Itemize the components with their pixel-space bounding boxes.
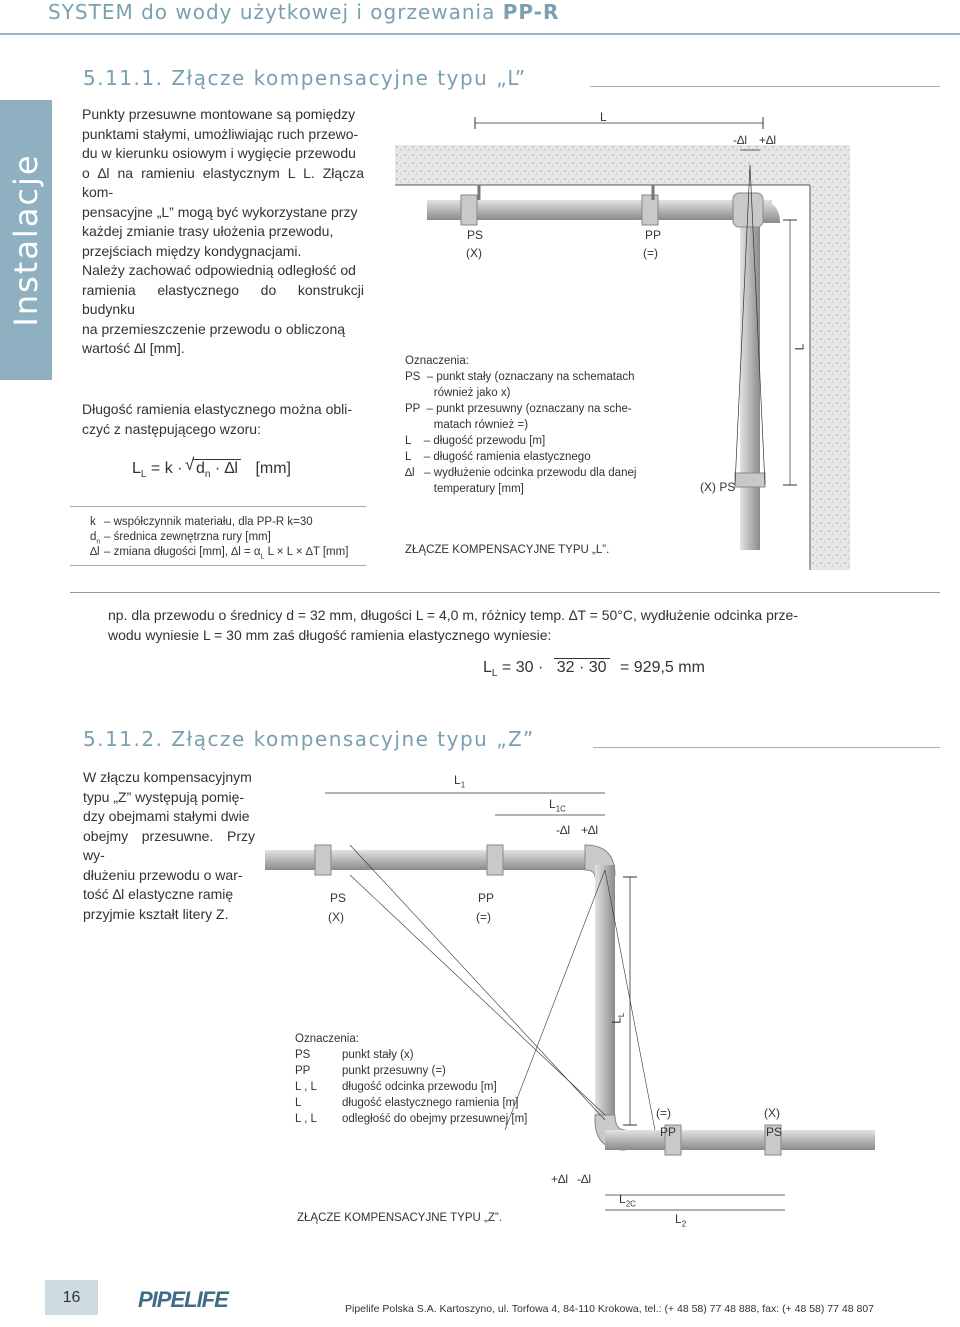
label-l: L <box>600 110 607 124</box>
paragraph-line: tość ∆l elastyczne ramię <box>83 886 234 902</box>
legend-title: Oznaczenia: <box>405 355 469 367</box>
fitting-pp <box>642 195 658 225</box>
def-symbol: ∆l <box>90 546 100 558</box>
paragraph-line: Należy zachować odpowiednią odległość od <box>82 262 356 278</box>
label-l1: $L_1$ <box>454 773 466 790</box>
formula-unit: [mm] <box>255 460 291 477</box>
legend-line: również jako x) <box>405 387 511 399</box>
label-l2: $L_2$ <box>675 1212 687 1229</box>
paragraph-line: ramienia elastycznego do konstrukcji budynku <box>82 281 364 317</box>
pipe-vertical <box>740 200 760 550</box>
footer-address: Pipelife Polska S.A. Kartoszyno, ul. Torfowa 4, 84-110 Krokowa, tel.: (+ 48 58) 77 48 888, fax: (+ 48 58) 77 48 807 <box>345 1303 875 1315</box>
legend-line: temperatury [mm] <box>405 483 524 495</box>
example-line: np. dla przewodu o średnicy d = 32 mm, długości L = 4,0 m, różnicy temp. ∆T = 50°C, wydłużenie odcinka prze- <box>108 607 798 623</box>
formula-lhs-sub: L <box>140 469 147 481</box>
formula-ll <box>132 455 291 481</box>
def-text: – współczynnik materiału, dla PP-R k=30 <box>104 516 313 528</box>
paragraph-line: na przemieszczenie przewodu o obliczoną <box>82 320 346 337</box>
legend-line: PS – punkt stały (oznaczany na schematach <box>405 371 635 383</box>
section-1-paragraph <box>82 105 364 359</box>
paragraph-line: punktami stałymi, umożliwiając ruch przewo- <box>82 125 359 142</box>
label-x-ps: (X) PS <box>700 480 736 494</box>
label-ll: L <box>792 343 807 351</box>
label-z-pp-eq: (=) <box>476 910 491 924</box>
formula-root-sub: n <box>204 469 211 481</box>
label-z-pp: PP <box>478 891 495 905</box>
def-text: – zmiana długości [mm], ∆l = α <box>104 546 261 558</box>
fitting-bottom <box>735 473 765 487</box>
label-pp-eq: (=) <box>643 246 658 260</box>
paragraph-line: du w kierunku osiowym i wygięcie przewodu <box>82 145 356 161</box>
fitting-top-pp <box>487 845 503 875</box>
paragraph-line: pensacyjne „L” mogą być wykorzystane przy <box>82 203 358 220</box>
def-text: – średnica zewnętrzna rury [mm] <box>104 531 271 543</box>
def-tail: L × L × ∆T [mm] <box>267 546 349 558</box>
paragraph-line: typu „Z” występują pomię- <box>83 788 245 805</box>
label-z-pp2: PP <box>660 1125 677 1139</box>
label-z-ps2: PS <box>766 1125 783 1139</box>
section-1-rule <box>590 86 940 87</box>
label-pp: PP <box>645 228 662 242</box>
paragraph-line: o ∆l na ramieniu elastycznym L L. Złącza kom- <box>82 164 364 200</box>
header-title-text: SYSTEM do wody użytkowej i ogrzewania <box>48 0 503 24</box>
wall <box>810 145 850 570</box>
paragraph-line: wartość ∆l [mm]. <box>82 340 185 356</box>
legend-line: matach również =) <box>405 419 529 431</box>
pipelife-logo: PIPELIFE <box>138 1287 228 1312</box>
def-symbol: k <box>90 516 96 528</box>
legend-line: ∆l – wydłużenie odcinka przewodu dla danej <box>405 467 637 479</box>
ceiling <box>395 145 850 185</box>
paragraph-line: każdej zmianie trasy ułożenia przewodu, <box>82 223 334 239</box>
example-formula-sub: L <box>491 668 498 680</box>
legend-row: PP punkt przesuwny (=) <box>295 1065 446 1077</box>
example-formula-result: = 929,5 mm <box>620 659 705 676</box>
paragraph-line: przejściach między kondygnacjami. <box>82 242 302 259</box>
example-line: wodu wyniesie L = 30 mm zaś długość ramienia elastycznego wyniesie: <box>108 626 552 643</box>
formula-root: √ $d_n \cdot \Delta l$ <box>193 459 241 480</box>
example-formula-root: 32 · 30 <box>554 658 610 677</box>
label-ps-x: (X) <box>466 246 482 260</box>
page-header-title <box>48 0 559 24</box>
header-title-bold: PP-R <box>502 0 560 24</box>
caption-z: ZŁĄCZE KOMPENSACYJNE TYPU „Z”. <box>297 1212 502 1224</box>
label-l1c: $L_{1C}$ <box>549 797 566 814</box>
legend-line: PP – punkt przesuwny (oznaczany na sche- <box>405 403 632 415</box>
label-z-plus-dl2: +∆l <box>551 1172 569 1186</box>
label-l2c: $L_{2C}$ <box>619 1192 636 1209</box>
legend-line: L – długość ramienia elastycznego <box>405 451 591 463</box>
legend-z <box>295 1031 545 1127</box>
caption-l: ZŁĄCZE KOMPENSACYJNE TYPU „L”. <box>405 544 610 556</box>
paragraph-line: przyjmie kształt litery Z. <box>83 905 229 922</box>
paragraph-line: W złączu kompensacyjnym <box>83 769 252 785</box>
formula-intro-line: czyć z następującego wzoru: <box>82 420 261 437</box>
side-tab-label: Instalacje <box>7 153 45 327</box>
page-number: 16 <box>45 1280 98 1315</box>
example-text <box>108 606 928 645</box>
paragraph-line: Punkty przesuwne montowane są pomiędzy <box>82 106 356 122</box>
legend-title: Oznaczenia: <box>295 1033 359 1045</box>
legend-line: L – długość przewodu [m] <box>405 435 546 447</box>
fitting-top-ps <box>315 845 331 875</box>
label-z-minus-dl2: -∆l <box>577 1172 592 1186</box>
label-minus-dl: -∆l <box>733 133 748 147</box>
section-2-rule <box>593 747 940 748</box>
def-symbol-sub: n <box>96 538 101 546</box>
example-formula <box>483 658 705 679</box>
fitting-ps <box>461 195 477 225</box>
section-2-paragraph <box>83 768 255 924</box>
side-tab-label-wrap <box>0 100 52 380</box>
label-plus-dl: +∆l <box>759 133 777 147</box>
label-z-x2: (X) <box>764 1106 780 1120</box>
legend-row: L długość elastycznego ramienia [m] <box>295 1097 519 1109</box>
formula-root-d: d <box>195 460 205 477</box>
formula-eq: = k · <box>150 460 183 477</box>
header-divider <box>0 33 960 35</box>
legend-row: L , L długość odcinka przewodu [m] <box>295 1081 497 1093</box>
section-1-title: 5.11.1. Złącze kompensacyjne typu „L” <box>83 66 527 90</box>
pipe-vertical-z <box>595 865 615 1125</box>
pipe-horizontal <box>427 200 772 220</box>
paragraph-line: dłużeniu przewodu o war- <box>83 866 243 883</box>
example-rule <box>70 592 940 593</box>
paragraph-line: dzy obejmami stałymi dwie <box>83 808 250 824</box>
label-z-plus-dl: +∆l <box>581 823 599 837</box>
definition-dl: ∆l – zmiana długości [mm], $\Delta l = \alpha_L$ L × L × ∆T [mm] <box>90 546 349 561</box>
definition-k <box>90 514 313 530</box>
legend-row: PS punkt stały (x) <box>295 1049 414 1061</box>
legend-row: L , L odległość do obejmy przesuwnej [m] <box>295 1113 528 1125</box>
formula-intro <box>82 400 364 439</box>
label-z-minus-dl: -∆l <box>556 823 571 837</box>
pipe-bottom <box>605 1130 875 1150</box>
diagram-z-type <box>265 785 875 1225</box>
formula-intro-line: Długość ramienia elastycznego można obli- <box>82 401 353 417</box>
diagram-l-type <box>395 105 850 570</box>
label-z-ps-x: (X) <box>328 910 344 924</box>
label-ps: PS <box>467 228 484 242</box>
paragraph-line: obejmy przesuwne. Przy wy- <box>83 827 255 863</box>
label-z-ps: PS <box>330 891 347 905</box>
legend-l <box>405 353 675 497</box>
section-2-title: 5.11.2. Złącze kompensacyjne typu „Z” <box>83 727 535 751</box>
example-formula-lhs: L <box>483 659 492 676</box>
label-z-eq: (=) <box>656 1106 671 1120</box>
def-symbol: d <box>90 531 97 543</box>
label-z-ll: $L_L$ <box>609 1012 626 1024</box>
formula-lhs: L <box>132 460 141 477</box>
example-formula-rhs: = 30 · <box>501 659 544 676</box>
formula-root-dl: · ∆l <box>214 460 238 477</box>
